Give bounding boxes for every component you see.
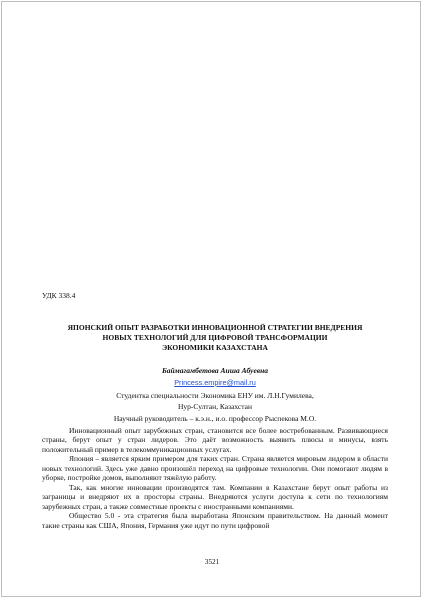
article-title [40,323,390,354]
body-paragraph: Общество 5.0 - эта стратегия была выработана Японским правительством. На данный момент такие страны как США, Япония, Германия уже идут по пути цифровой [42,511,388,530]
affiliation-line: Научный руководитель – к.э.н., и.о. профессор Рыспекова М.О. [113,413,317,423]
article-body [42,426,388,530]
body-paragraph: Япония – является ярким примером для таких стран. Страна является мировым лидером в области новых технологий. Здесь уже давно произошёл переход на цифровые технологии. Они помогают людям в уборке, постройке домов, выполняют тяжёлую работу. [42,454,388,483]
author-email-link[interactable]: Princess.empire@mail.ru [174,378,256,387]
affiliation-line: Студентка специальности Экономика ЕНУ им. Л.Н.Гумилева, [116,391,314,400]
udk-code: УДК 338.4 [42,291,76,300]
page-number: 3521 [204,557,220,566]
title-line: ЯПОНСКИЙ ОПЫТ РАЗРАБОТКИ ИННОВАЦИОННОЙ СТРАТЕГИИ ВНЕДРЕНИЯ [67,323,363,332]
body-paragraph: Инновационный опыт зарубежных стран, становится все более востребованным. Развивающиеся страны, берут опыт у стран лидеров. Это даёт возможность выявить плюсы и минусы, взять положительный пример в телекоммуникационных услугах. [42,426,388,454]
author-name: Баймагамбетова Аиша Абуевна [161,366,269,375]
document-page [1,1,421,597]
author-affiliation [40,390,390,424]
affiliation-line: Нур-Султан, Казахстан [178,402,252,412]
title-line: ЭКОНОМИКИ КАЗАХСТАНА [162,343,268,353]
body-paragraph: Так, как многие инновации производятся там. Компании в Казахстане берут опыт работы из заграницы и внедряют их в просторы страны. Внедряются услуги доступа к сети по технологиям зарубежных стран, а также совместные проекты с иностранными компаниями. [42,482,388,511]
title-line: НОВЫХ ТЕХНОЛОГИЙ ДЛЯ ЦИФРОВОЙ ТРАНСФОРМАЦИИ [102,333,328,343]
